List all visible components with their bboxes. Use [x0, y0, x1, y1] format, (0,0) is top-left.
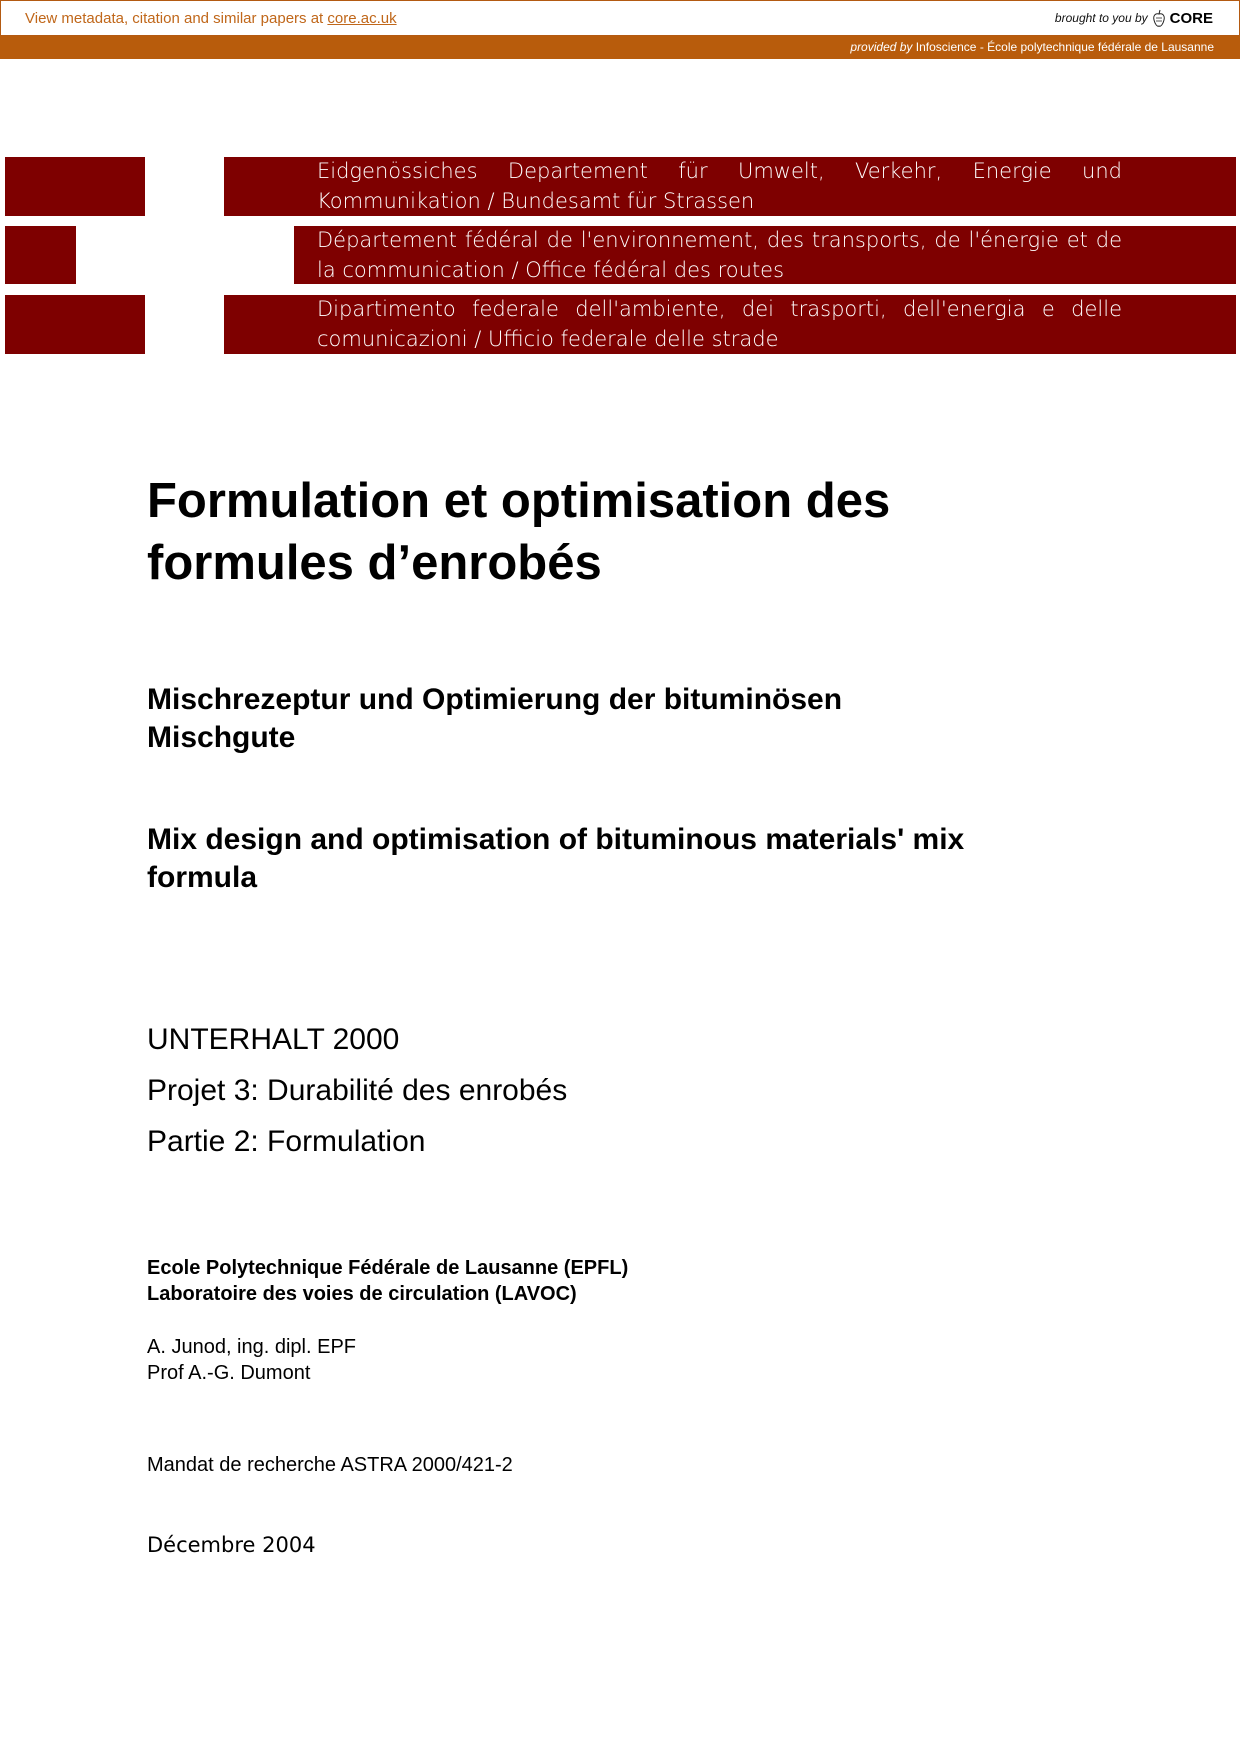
core-banner-top: [0, 0, 1240, 36]
core-provided-by: [850, 40, 1214, 54]
federal-block-left-2: [5, 226, 76, 284]
federal-de-line2: Kommunikation / Bundesamt für Strassen: [317, 189, 755, 213]
institution-lab: Laboratoire des voies de circulation (LAVOC): [147, 1283, 577, 1305]
core-banner-bottom: [0, 36, 1240, 59]
part-name: Partie 2: Formulation: [147, 1125, 426, 1158]
author-1: A. Junod, ing. dipl. EPF: [147, 1336, 357, 1358]
title-line1: Formulation et optimisation des: [147, 474, 891, 528]
brought-by-text: brought to you by: [1054, 11, 1148, 25]
core-brought-by: [1055, 8, 1213, 28]
subtitle-en-line1: Mix design and optimisation of bituminous materials' mix: [147, 823, 965, 856]
federal-block-left-1: [5, 157, 145, 216]
subtitle-german: [147, 681, 1097, 757]
author-2: Prof A.-G. Dumont: [147, 1362, 311, 1384]
institution-school: Ecole Polytechnique Fédérale de Lausanne (EPFL): [147, 1257, 629, 1279]
program-name: UNTERHALT 2000: [147, 1023, 400, 1056]
federal-de-line1: Eidgenössiches Departement für Umwelt, Verkehr, Energie und: [317, 159, 1122, 183]
federal-fr-line2: la communication / Office fédéral des routes: [317, 258, 785, 282]
federal-text-fr: [317, 225, 1122, 285]
core-view-metadata: [25, 10, 397, 27]
federal-it-line1: Dipartimento federale dell'ambiente, dei trasporti, dell'energia e delle: [317, 297, 1122, 321]
federal-text-it: [317, 294, 1122, 354]
subtitle-de-line1: Mischrezeptur und Optimierung der bituminösen: [147, 683, 843, 716]
core-banner: [0, 0, 1240, 59]
project-name: Projet 3: Durabilité des enrobés: [147, 1074, 568, 1107]
subtitle-en-line2: formula: [147, 861, 258, 894]
document-title: [147, 470, 1097, 594]
core-apple-icon: [1152, 8, 1166, 28]
federal-fr-line1: Département fédéral de l'environnement, des transports, de l'énergie et de: [317, 228, 1122, 252]
core-logo[interactable]: CORE: [1169, 9, 1213, 27]
core-view-text: View metadata, citation and similar papers at: [25, 10, 328, 27]
provided-by-source[interactable]: Infoscience - École polytechnique fédérale de Lausanne: [915, 40, 1214, 54]
subtitle-english: [147, 821, 1097, 897]
publication-date: Décembre 2004: [147, 1533, 316, 1557]
subtitle-de-line2: Mischgute: [147, 721, 296, 754]
title-line2: formules d’enrobés: [147, 536, 602, 590]
core-link[interactable]: core.ac.uk: [327, 10, 397, 27]
research-mandate: Mandat de recherche ASTRA 2000/421-2: [147, 1454, 513, 1476]
federal-it-line2: comunicazioni / Ufficio federale delle strade: [317, 327, 779, 351]
federal-block-left-3: [5, 295, 145, 354]
provided-by-label: provided by: [850, 40, 913, 54]
federal-text-de: [317, 156, 1122, 216]
